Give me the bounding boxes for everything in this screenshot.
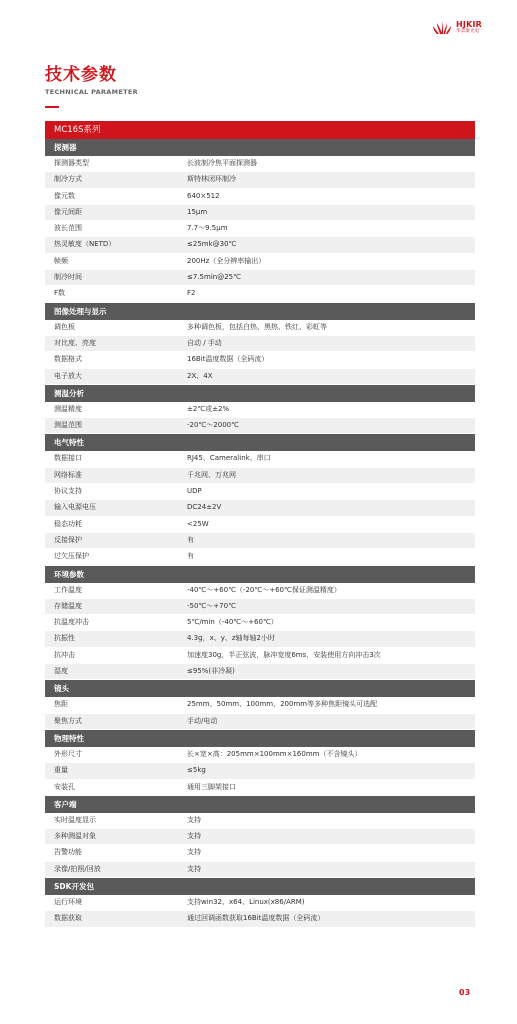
spec-value: -20℃～2000℃ (187, 421, 239, 430)
spec-label: F数 (54, 289, 66, 298)
spec-label: 运行环境 (54, 897, 82, 906)
spec-row (45, 172, 475, 188)
spec-row (45, 205, 475, 221)
spec-value: 支持 (187, 848, 201, 857)
spec-value: 2X、4X (187, 371, 213, 380)
spec-value: 4.3g，x、y、z轴每轴2小时 (187, 634, 275, 643)
spec-value: 通过回调函数获取16Bit温度数据（全码流） (187, 914, 325, 923)
title-underline (45, 106, 59, 108)
spec-row (45, 237, 475, 253)
section-header: 图像处理与显示 (45, 303, 475, 320)
spec-row (45, 156, 475, 172)
spec-row (45, 599, 475, 615)
spec-value: ≤25mk@30℃ (187, 240, 237, 249)
spec-row (45, 583, 475, 599)
spec-value: 7.7～9.5μm (187, 224, 228, 233)
spec-row (45, 697, 475, 713)
spec-row (45, 829, 475, 845)
spec-label: 制冷方式 (54, 175, 82, 184)
spec-value: 15μm (187, 207, 208, 216)
spec-label: 测温范围 (54, 421, 82, 430)
spec-value: ≤5kg (187, 766, 206, 775)
spec-value: 支持 (187, 832, 201, 841)
spec-label: 协议支持 (54, 487, 82, 496)
spec-label: 数据获取 (54, 914, 82, 923)
spec-row (45, 352, 475, 368)
spec-row (45, 221, 475, 237)
spec-label: 调色板 (54, 322, 75, 331)
spec-row (45, 517, 475, 533)
spec-row (45, 369, 475, 385)
spec-label: 像元间距 (54, 207, 82, 216)
spec-row (45, 615, 475, 631)
spec-label: 帧频 (54, 256, 68, 265)
spec-label: 制冷时间 (54, 273, 82, 282)
spec-row (45, 484, 475, 500)
spec-label: 输入电源电压 (54, 503, 96, 512)
spec-value: ≤7.5min@25℃ (187, 273, 241, 282)
spec-value: 有 (187, 552, 194, 561)
spec-label: 重量 (54, 766, 68, 775)
spec-row (45, 500, 475, 516)
spec-label: 对比度、亮度 (54, 338, 96, 347)
spec-row (45, 813, 475, 829)
section-header: 镜头 (45, 680, 475, 697)
spec-row (45, 747, 475, 763)
spec-label: 安装孔 (54, 782, 75, 791)
spec-label: 波长范围 (54, 224, 82, 233)
spec-label: 像元数 (54, 191, 75, 200)
spec-row (45, 549, 475, 565)
spec-row (45, 418, 475, 434)
spec-value: 支持win32、x64、Linux(x86/ARM) (187, 897, 305, 906)
spec-value: DC24±2V (187, 503, 222, 512)
spec-row (45, 451, 475, 467)
spec-label: 工作温度 (54, 585, 82, 594)
spec-value: F2 (187, 289, 196, 298)
spec-row (45, 631, 475, 647)
spec-value: -40℃～+60℃（-20℃～+60℃保证测温精度） (187, 585, 341, 594)
spec-row (45, 862, 475, 878)
spec-table (45, 121, 475, 928)
spec-row (45, 845, 475, 861)
spec-row (45, 320, 475, 336)
spec-row (45, 468, 475, 484)
spec-row (45, 895, 475, 911)
spec-value: 手动/电动 (187, 716, 218, 725)
spec-label: 测温精度 (54, 404, 82, 413)
logo-subtext: 华景康光电 (456, 29, 480, 35)
spec-label: 告警功能 (54, 848, 82, 857)
spec-label: 聚焦方式 (54, 716, 82, 725)
spec-row (45, 763, 475, 779)
spec-row (45, 336, 475, 352)
spec-label: 实时温度显示 (54, 815, 96, 824)
flame-logo-icon (431, 20, 453, 36)
logo-text: HJKIR (456, 20, 483, 30)
spec-row (45, 648, 475, 664)
section-header: 电气特性 (45, 434, 475, 451)
section-header: SDK开发包 (45, 878, 475, 895)
spec-value: ≤95%(非冷凝) (187, 667, 235, 676)
spec-value: 25mm、50mm、100mm、200mm等多种焦距镜头可选配 (187, 700, 378, 709)
spec-value: 通用三脚架接口 (187, 782, 236, 791)
spec-label: 抗冲击 (54, 650, 75, 659)
spec-row (45, 780, 475, 796)
page-title: 技术参数 (45, 65, 117, 85)
spec-row (45, 254, 475, 270)
spec-label: 抗振性 (54, 634, 75, 643)
spec-label: 数据接口 (54, 454, 82, 463)
spec-value: 千兆网、万兆网 (187, 470, 236, 479)
spec-label: 存储温度 (54, 601, 82, 610)
spec-row (45, 533, 475, 549)
spec-label: 数据格式 (54, 355, 82, 364)
section-header: 测温分析 (45, 385, 475, 402)
spec-label: 探测器类型 (54, 159, 89, 167)
spec-value: 加速度30g，半正弦波，脉冲宽度6ms，安装使用方向冲击3次 (187, 650, 381, 659)
spec-label: 多种测温对象 (54, 832, 96, 841)
spec-value: UDP (187, 487, 202, 496)
spec-value: 斯特林闭环制冷 (187, 175, 236, 184)
spec-value: 5℃/min（-40℃～+60℃） (187, 618, 278, 627)
spec-label: 热灵敏度（NETD） (54, 240, 116, 249)
spec-row (45, 189, 475, 205)
spec-label: 电子放大 (54, 371, 82, 380)
spec-value: ±2℃或±2% (187, 404, 230, 413)
spec-label: 抗温度冲击 (54, 618, 89, 627)
spec-label: 网络标准 (54, 470, 82, 479)
spec-label: 稳态功耗 (54, 519, 82, 528)
spec-value: 16Bit温度数据（全码流） (187, 355, 269, 364)
page-number: 03 (459, 988, 471, 997)
spec-value: 长×宽×高：205mm×100mm×160mm（不含镜头） (187, 749, 362, 758)
spec-row (45, 402, 475, 418)
spec-row (45, 664, 475, 680)
spec-label: 反接保护 (54, 535, 82, 544)
spec-row (45, 286, 475, 302)
spec-label: 过欠压保护 (54, 552, 89, 561)
spec-value: 640×512 (187, 191, 220, 200)
section-header: 客户端 (45, 796, 475, 813)
page-subtitle: TECHNICAL PARAMETER (45, 88, 138, 96)
spec-value: RJ45、Cameralink、串口 (187, 454, 271, 463)
spec-row (45, 911, 475, 927)
spec-row (45, 270, 475, 286)
spec-label: 录像/拍照/回放 (54, 864, 101, 873)
spec-value: 支持 (187, 815, 201, 824)
spec-value: 多种调色板，包括白热、黑热、铁红、彩虹等 (187, 322, 327, 331)
section-header: 探测器 (45, 139, 475, 156)
section-header: 物理特性 (45, 730, 475, 747)
spec-value: <25W (187, 519, 209, 528)
series-header: MC16S系列 (45, 121, 475, 139)
spec-value: 自动 / 手动 (187, 338, 222, 347)
spec-label: 焦距 (54, 700, 68, 709)
spec-row (45, 714, 475, 730)
spec-value: 长波制冷焦平面探测器 (187, 159, 257, 167)
section-header: 环境参数 (45, 566, 475, 583)
spec-label: 外形尺寸 (54, 749, 82, 758)
spec-value: 200Hz（全分辨率输出） (187, 256, 266, 265)
brand-logo (431, 20, 482, 36)
spec-value: 支持 (187, 864, 201, 873)
spec-value: -50℃～+70℃ (187, 601, 236, 610)
spec-label: 湿度 (54, 667, 68, 676)
spec-value: 有 (187, 535, 194, 544)
